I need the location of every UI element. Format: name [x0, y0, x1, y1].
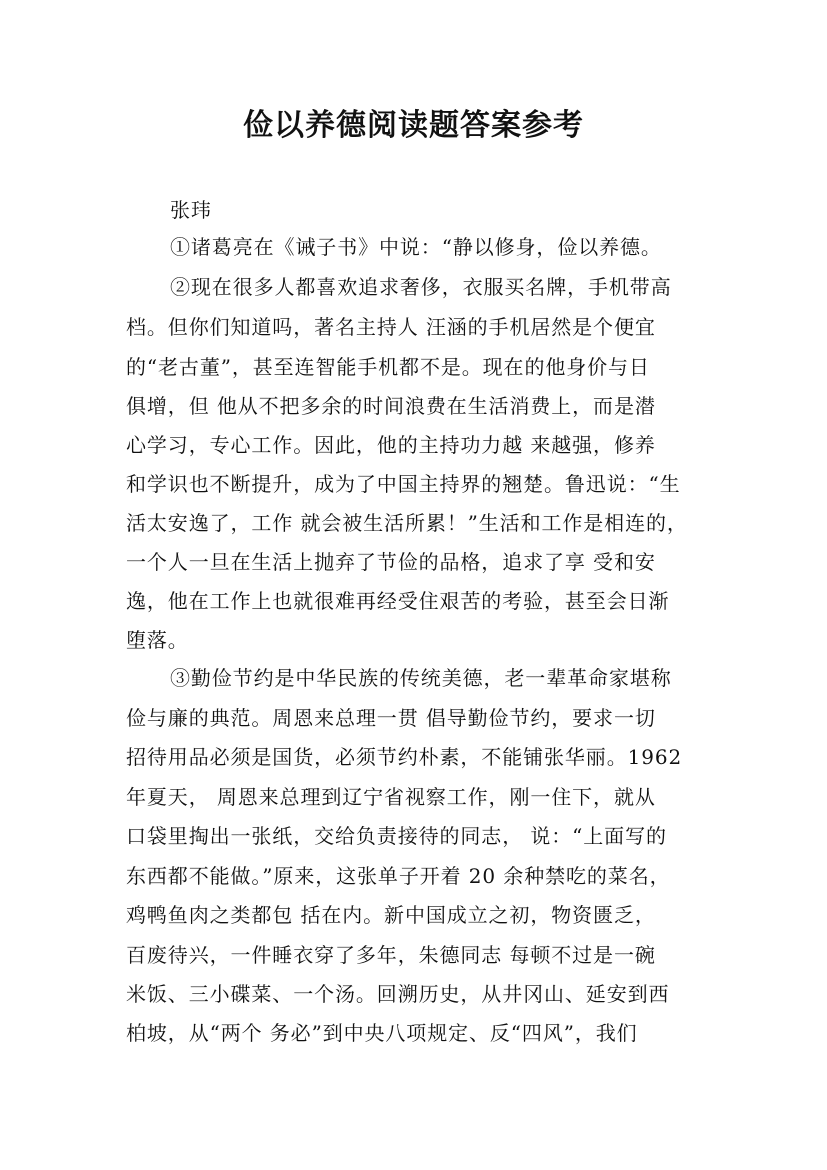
paragraph-line: 心学习，专心工作。因此，他的主持功力越 来越强，修养: [126, 433, 656, 457]
paragraph-line: 一个人一旦在生活上抛弃了节俭的品格，追求了享 受和安: [126, 550, 656, 574]
paragraph-line: ③勤俭节约是中华民族的传统美德，老一辈革命家堪称: [170, 666, 672, 690]
paragraph-line: 柏坡，从“两个 务必”到中央八项规定、反“四风”，我们: [126, 1021, 638, 1045]
paragraph-line: 俱增，但 他从不把多余的时间浪费在生活消费上，而是潜: [126, 394, 656, 418]
paragraph-line: 口袋里掏出一张纸，交给负责接待的同志， 说：“上面写的: [126, 824, 667, 848]
paragraph-line: 堕落。: [126, 628, 189, 652]
author-name: 张玮: [170, 198, 212, 222]
paragraph-line: 百废待兴，一件睡衣穿了多年，朱德同志 每顿不过是一碗: [126, 943, 656, 967]
paragraph-line: 和学识也不断提升，成为了中国主持界的翘楚。鲁迅说：“生: [126, 472, 681, 496]
paragraph-line: 鸡鸭鱼肉之类都包 括在内。新中国成立之初，物资匮乏，: [126, 903, 656, 927]
paragraph-line: 档。但你们知道吗，著名主持人 汪涵的手机居然是个便宜: [126, 315, 656, 339]
paragraph-line: 逸，他在工作上也就很难再经受住艰苦的考验，甚至会日渐: [126, 589, 670, 613]
paragraph-line: ②现在很多人都喜欢追求奢侈，衣服买名牌，手机带高: [170, 275, 672, 299]
document-title: 俭以养德阅读题答案参考: [243, 108, 584, 143]
paragraph-line: 年夏天， 周恩来总理到辽宁省视察工作，刚一住下，就从: [126, 785, 656, 809]
paragraph-line: 俭与廉的典范。周恩来总理一贯 倡导勤俭节约，要求一切: [126, 706, 656, 730]
paragraph-line: 米饭、三小碟菜、一个汤。回溯历史，从井冈山、延安到西: [126, 982, 670, 1006]
paragraph-line: 的“老古董”，甚至连智能手机都不是。现在的他身价与日: [126, 355, 650, 379]
paragraph-line: 东西都不能做。”原来，这张单子开着 20 余种禁吃的菜名，: [126, 864, 671, 888]
paragraph-line: 活太安逸了，工作 就会被生活所累！”生活和工作是相连的，: [126, 511, 688, 535]
paragraph-line: ①诸葛亮在《诫子书》中说：“静以修身，俭以养德。: [170, 235, 662, 259]
paragraph-line: 招待用品必须是国货，必须节约朴素，不能铺张华丽。1962: [126, 745, 683, 769]
